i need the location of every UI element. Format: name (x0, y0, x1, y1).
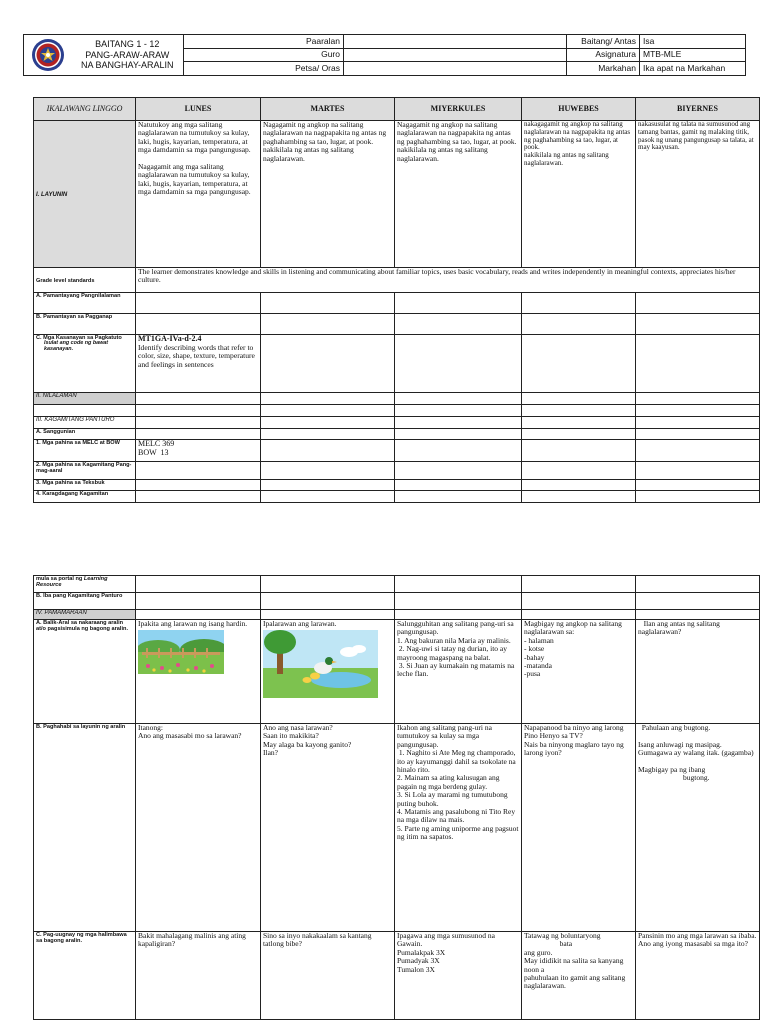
balik-aral-lunes-text: Ipakita ang larawan ng isang hardin. (138, 619, 248, 628)
learning-resource-prefix: mula sa portal ng (36, 576, 84, 582)
pag-uugnay-biyernes: Pansinin mo ang mga larawan sa ibaba. Ano ang iyong masasabi sa mga ito? (636, 932, 760, 1020)
day-header-lunes: LUNES (136, 98, 261, 121)
kasanayan-label: C. Mga Kasanayan sa Pagkatuto (36, 335, 122, 341)
pamantayan-pagganap-label: B. Pamantayan sa Pagganap (34, 314, 136, 335)
layunin-miyerkules: Nagagamit ng angkop na salitang naglalarawan na nagpapakita ng antas ng paghahambing sa tao, lugar, at pook. nakikilala ng antas ng salitang naglalarawan. (395, 121, 522, 268)
learning-resource-label (34, 576, 136, 593)
sanggunian-label: A. Sanggunian (34, 429, 136, 440)
pag-uugnay-martes: Sino sa inyo nakakaalam sa kantang tatlong bibe? (261, 932, 395, 1020)
label-petsa: Petsa/ Oras (184, 62, 344, 76)
paghahabi-huwebes: Napapanood ba ninyo ang larong Pino Henyo sa TV? Nais ba ninyong maglaro tayo ng larong iyon? (522, 724, 636, 932)
header-table (23, 34, 746, 76)
value-paaralan[interactable] (344, 35, 567, 49)
pamantayang-pangnilalaman-label: A. Pamantayang Pangnilalaman (34, 293, 136, 314)
label-guro: Guro (184, 48, 344, 62)
nilalaman-label: II. NILALAMAN (34, 393, 136, 405)
label-markahan: Markahan (567, 62, 640, 76)
paghahabi-miyerkules: Ikahon ang salitang pang-uri na tumutukoy sa kulay sa mga pangungusap. 1. Naghito si Ate Meg ng champorado, ito ay kayumanggi dahil sa tsokolate na hinalo rito. 2. Mainam sa ating kalusugan ang pagain ng mga berdeng gulay. 3. Si Lola ay marami ng tumutubong puting buhok. 4. Matamis ang pasalubong ni Tito Rey na mga dilaw na mais. 5. Parte ng aming uniporme ang pagsuot ng itim na sapatos. (395, 724, 522, 932)
ducks-illustration-icon (263, 630, 378, 698)
melc-label: 1. Mga pahina sa MELC at BOW (34, 440, 136, 462)
balik-aral-lunes (136, 620, 261, 724)
kasanayan-label-cell (34, 335, 136, 393)
layunin-label: I. LAYUNIN (36, 191, 68, 198)
value-markahan[interactable]: Ika apat na Markahan (640, 62, 746, 76)
day-header-biyernes: BIYERNES (636, 98, 760, 121)
paghahabi-lunes: Itanong: Ano ang masasabi mo sa larawan? (136, 724, 261, 932)
label-asignatura: Asignatura (567, 48, 640, 62)
pag-uugnay-huwebes: Tatawag ng boluntaryong bata ang guro. May ididikit na salita sa kanyang noon a pahuhulaan ito gamit ang salitang naglalarawan. (522, 932, 636, 1020)
learning-resource-italic: Learning Resource (36, 576, 108, 589)
value-baitang[interactable]: Isa (640, 35, 746, 49)
balik-aral-miyerkules: Salungguhitan ang salitang pang-uri sa pangungusap. 1. Ang bakuran nila Maria ay malinis. 2. Nag-uwi si tatay ng durian, ito ay mayroong magaspang na balat. 3. Si Juan ay kumakain ng matamis na leche flan. (395, 620, 522, 724)
gls-text: The learner demonstrates knowledge and skills in listening and communicating about familiar topics, uses basic vocabulary, reads and writes independently in meaningful contexts, appreciates his/her culture. (136, 268, 760, 293)
paghahabi-label: B. Paghahabi sa layunin ng aralin (34, 724, 136, 932)
paghahabi-martes: Ano ang nasa larawan? Saan ito makikita? May alaga ba kayong ganito? Ilan? (261, 724, 395, 932)
melc-value: MELC 369 BOW 13 (136, 440, 261, 462)
layunin-label-cell (34, 121, 136, 268)
header-title (72, 35, 184, 76)
kasanayan-code: MT1GA-IVa-d-2.4 (138, 334, 202, 343)
week-label: IKALAWANG LINGGO (34, 98, 136, 121)
day-header-martes: MARTES (261, 98, 395, 121)
pag-uugnay-miyerkules: Ipagawa ang mga sumusunod na Gawain. Pumalakpak 3X Pumadyak 3X Tumalon 3X (395, 932, 522, 1020)
kagamitang-pang-mag-aaral-label: 2. Mga pahina sa Kagamitang Pang-mag-aaral (34, 462, 136, 480)
paghahabi-biyernes: Pahulaan ang bugtong. Isang anluwagi ng masipag. Gumagawa ay walang itak. (gagamba) Magbigay pa ng ibang bugtong. (636, 724, 760, 932)
value-asignatura[interactable]: MTB-MLE (640, 48, 746, 62)
header-title-line1: BAITANG 1 - 12 (95, 39, 160, 50)
gls-label-cell (34, 268, 136, 293)
kasanayan-sublabel: Isulat ang code ng bawat kasanayan. (44, 340, 109, 353)
value-guro[interactable] (344, 48, 567, 62)
label-paaralan: Paaralan (184, 35, 344, 49)
layunin-huwebes: nakagagamit ng angkop na salitang naglalarawan na nagpapakita ng antas ng paghahambing sa tao, lugar, at pook. nakikilala ng antas ng salitang naglalarawan. (522, 121, 636, 268)
karagdagang-kagamitan-label: 4. Karagdagang Kagamitan (34, 491, 136, 503)
header-title-line3: NA BANGHAY-ARALIN (80, 60, 174, 71)
lesson-table-week (33, 97, 760, 503)
pag-uugnay-lunes: Bakit mahalagang malinis ang ating kapaligiran? (136, 932, 261, 1020)
deped-seal-icon (31, 38, 65, 72)
balik-aral-martes (261, 620, 395, 724)
pamamaraan-label: IV. PAMAMARAAN (34, 610, 136, 620)
layunin-martes: Nagagamit ng angkop na salitang naglalarawan na nagpapakita ng antas ng paghahambing sa tao, lugar, at pook. nakikilala ng antas ng salitang naglalarawan. (261, 121, 395, 268)
balik-aral-martes-text: Ipalarawan ang larawan. (263, 619, 337, 628)
layunin-lunes: Natutukoy ang mga salitang naglalarawan na tumutukoy sa kulay, laki, hugis, kayarian, temperatura, at mga damdamin sa mga pangungusap. Nagagamit ang mga salitang naglalarawan na tumutukoy sa kulay, laki, hugis, kayarian, temperatura, at mga damdamin sa mga pangungusap. (136, 121, 261, 268)
label-baitang: Baitang/ Antas (567, 35, 640, 49)
balik-aral-biyernes: Ilan ang antas ng salitang naglalarawan? (636, 620, 760, 724)
balik-aral-label: A. Balik-Aral sa nakaraang aralin at/o pagsisimula ng bagong aralin. (34, 620, 136, 724)
gls-label: Grade level standards (36, 277, 95, 284)
value-petsa[interactable] (344, 62, 567, 76)
iba-pang-kagamitan-label: B. Iba pang Kagamitang Panturo (34, 593, 136, 610)
header-title-line2: PANG-ARAW-ARAW (85, 49, 170, 60)
balik-aral-huwebes: Magbigay ng angkop na salitang naglalarawan sa: - halaman - kotse -bahay -matanda -pusa (522, 620, 636, 724)
kasanayan-text: Identify describing words that refer to color, size, shape, texture, temperature and feelings in sentences (138, 342, 255, 369)
kagamitan-label: III. KAGAMITANG PANTURO (34, 417, 136, 429)
day-header-miyerkules: MIYERKULES (395, 98, 522, 121)
lesson-table-procedure (33, 575, 760, 1020)
day-header-huwebes: HUWEBES (522, 98, 636, 121)
garden-illustration-icon (138, 630, 224, 674)
logo-cell (24, 35, 72, 76)
layunin-biyernes: nakasusulat ng talata na sumusunod ang tamang bantas, gamit ng malaking titik, pasok ng unang pangungusap sa talata, at may kaayusan. (636, 121, 760, 268)
pag-uugnay-label: C. Pag-uugnay ng mga halimbawa sa bagong aralin. (34, 932, 136, 1020)
teksbuk-label: 3. Mga pahina sa Teksbuk (34, 480, 136, 491)
